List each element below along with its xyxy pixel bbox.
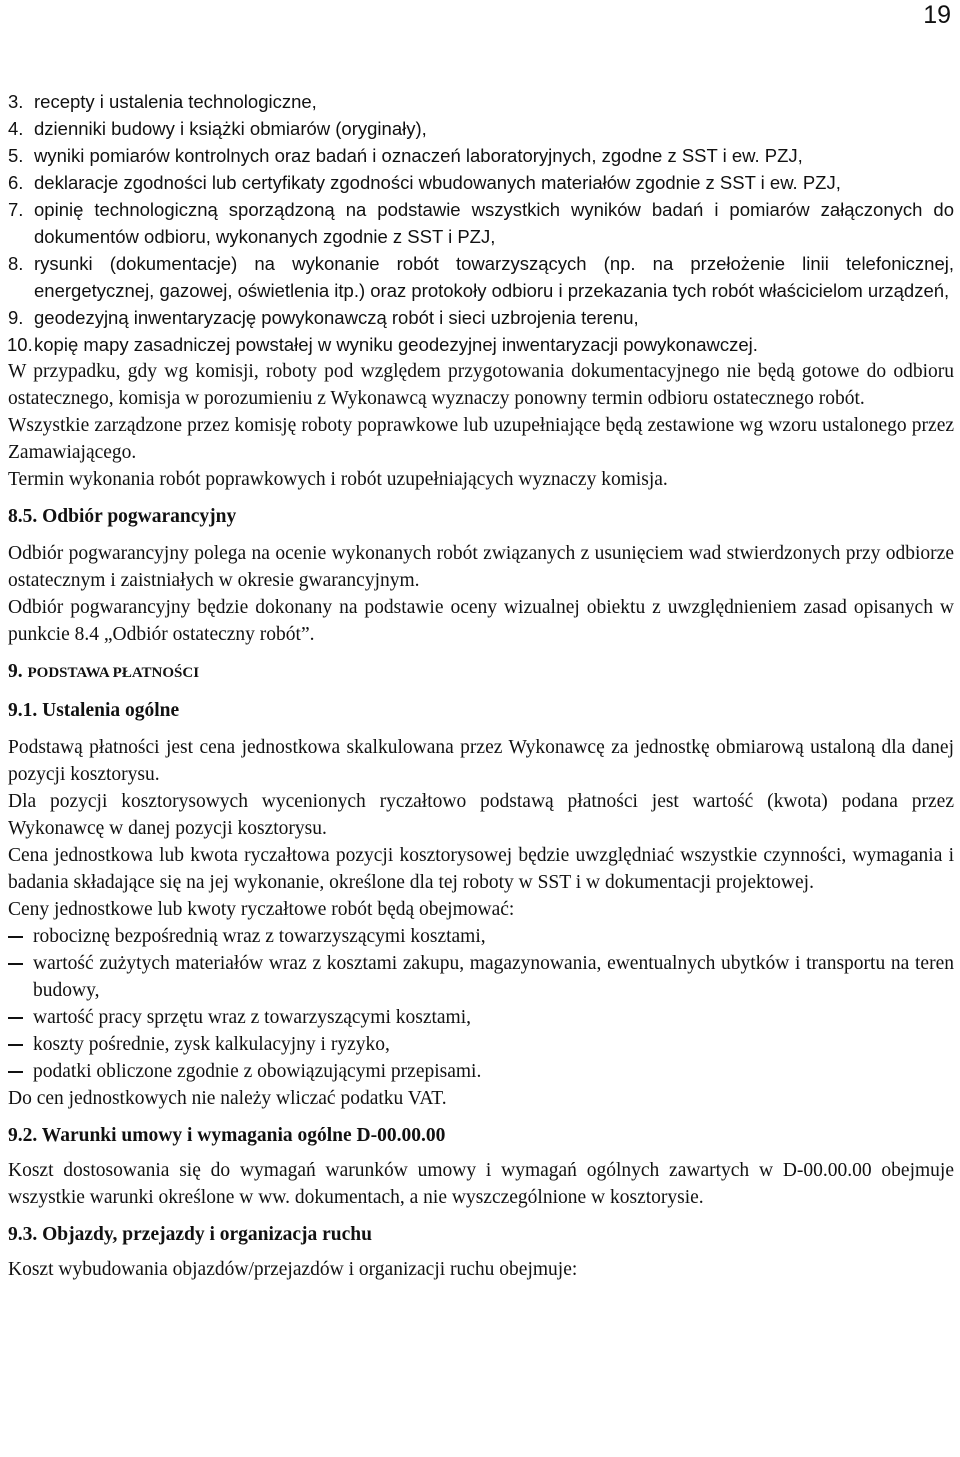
list-item [8, 169, 954, 196]
acceptance-documents-list [8, 88, 954, 358]
list-item-number: 4. [8, 118, 24, 139]
section-number: 9. [8, 661, 23, 682]
list-item-number: 9. [8, 307, 24, 328]
dash-list-item: podatki obliczone zgodnie z obowiązującymi przepisami. [8, 1058, 954, 1085]
cost-components-list [8, 923, 954, 1085]
list-item-text: recepty i ustalenia technologiczne, [34, 91, 317, 112]
list-item-text: kopię mapy zasadniczej powstałej w wyniku geodezyjnej inwentaryzacji powykonawczej. [34, 334, 758, 355]
list-item-text: dzienniki budowy i książki obmiarów (oryginały), [34, 118, 427, 139]
list-item [8, 250, 954, 304]
dash-list-item: koszty pośrednie, zysk kalkulacyjny i ryzyko, [8, 1031, 954, 1058]
list-item-text: deklaracje zgodności lub certyfikaty zgodności wbudowanych materiałów zgodnie z SST i ew. PZJ, [34, 172, 841, 193]
section-paragraph: Koszt dostosowania się do wymagań warunków umowy i wymagań ogólnych zawartych w D-00.00.00 obejmuje wszystkie warunki określone w ww. dokumentach, a nie wyszczególnione w kosztorysie. [8, 1160, 954, 1208]
list-item-number: 6. [8, 172, 24, 193]
list-item-number: 7. [8, 199, 24, 220]
commission-paragraph: W przypadku, gdy wg komisji, roboty pod względem przygotowania dokumentacyjnego nie będą gotowe do odbioru ostatecznego, komisja w porozumieniu z Wykonawcą wyznaczy ponowny termin odbioru ostatecznego robót. [8, 361, 954, 409]
section-paragraph: Koszt wybudowania objazdów/przejazdów i organizacji ruchu obejmuje: [8, 1259, 578, 1280]
page-number: 19 [923, 1, 951, 29]
dash-list-item: wartość zużytych materiałów wraz z kosztami zakupu, magazynowania, ewentualnych ubytków i transportu na teren budowy, [8, 950, 954, 1004]
commission-paragraph: Termin wykonania robót poprawkowych i robót uzupełniających wyznaczy komisja. [8, 469, 668, 490]
section-title: PODSTAWA PŁATNOŚCI [27, 665, 200, 681]
section-heading-8-5: 8.5. Odbiór pogwarancyjny [8, 506, 237, 527]
list-item-number: 5. [8, 145, 24, 166]
section-paragraph: Cena jednostkowa lub kwota ryczałtowa pozycji kosztorysowej będzie uwzględniać wszystkie czynności, wymagania i badania składające się na jej wykonanie, określone dla tej roboty w SST i w dokumentacji projektowej. [8, 845, 954, 893]
document-body [8, 88, 954, 1283]
section-heading-9-1: 9.1. Ustalenia ogólne [8, 700, 180, 721]
list-item-number: 10. [7, 334, 33, 355]
section-heading-9 [8, 658, 954, 687]
list-item [8, 196, 954, 250]
section-paragraph: Odbiór pogwarancyjny polega na ocenie wykonanych robót związanych z usunięciem wad stwierdzonych przy odbiorze ostatecznym i zaistniałych w okresie gwarancyjnym. [8, 543, 954, 591]
list-item-number: 3. [8, 91, 24, 112]
dash-list-item: robociznę bezpośrednią wraz z towarzyszącymi kosztami, [8, 923, 954, 950]
list-item-text: opinię technologiczną sporządzoną na podstawie wszystkich wyników badań i pomiarów załączonych do dokumentów odbioru, wykonanych zgodnie z SST i PZJ, [34, 199, 954, 247]
list-item-text: geodezyjną inwentaryzację powykonawczą robót i sieci uzbrojenia terenu, [34, 307, 639, 328]
commission-paragraph: Wszystkie zarządzone przez komisję roboty poprawkowe lub uzupełniające będą zestawione wg wzoru ustalonego przez Zamawiającego. [8, 415, 954, 463]
list-item [8, 115, 954, 142]
section-paragraph: Podstawą płatności jest cena jednostkowa skalkulowana przez Wykonawcę za jednostkę obmiarową ustaloną dla danej pozycji kosztorysu. [8, 737, 954, 785]
list-item-text: rysunki (dokumentacje) na wykonanie robót towarzyszących (np. na przełożenie linii telefonicznej, energetycznej, gazowej, oświetlenia itp.) oraz protokoły odbioru i przekazania tych robót właścicielom urządzeń, [34, 253, 954, 301]
section-paragraph: Ceny jednostkowe lub kwoty ryczałtowe robót będą obejmować: [8, 899, 515, 920]
dash-list-item: wartość pracy sprzętu wraz z towarzyszącymi kosztami, [8, 1004, 954, 1031]
vat-note: Do cen jednostkowych nie należy wliczać podatku VAT. [8, 1088, 447, 1109]
section-paragraph: Odbiór pogwarancyjny będzie dokonany na podstawie oceny wizualnej obiektu z uwzględnieniem zasad opisanych w punkcie 8.4 „Odbiór ostateczny robót”. [8, 597, 954, 645]
list-item-number: 8. [8, 253, 24, 274]
list-item [8, 304, 954, 331]
section-heading-9-3: 9.3. Objazdy, przejazdy i organizacja ruchu [8, 1224, 372, 1245]
list-item-text: wyniki pomiarów kontrolnych oraz badań i oznaczeń laboratoryjnych, zgodne z SST i ew. PZJ, [34, 145, 803, 166]
section-heading-9-2: 9.2. Warunki umowy i wymagania ogólne D-00.00.00 [8, 1125, 446, 1146]
section-paragraph: Dla pozycji kosztorysowych wycenionych ryczałtowo podstawą płatności jest wartość (kwota) podana przez Wykonawcę w danej pozycji kosztorysu. [8, 791, 954, 839]
list-item [8, 88, 954, 115]
list-item [8, 142, 954, 169]
list-item [8, 331, 954, 358]
